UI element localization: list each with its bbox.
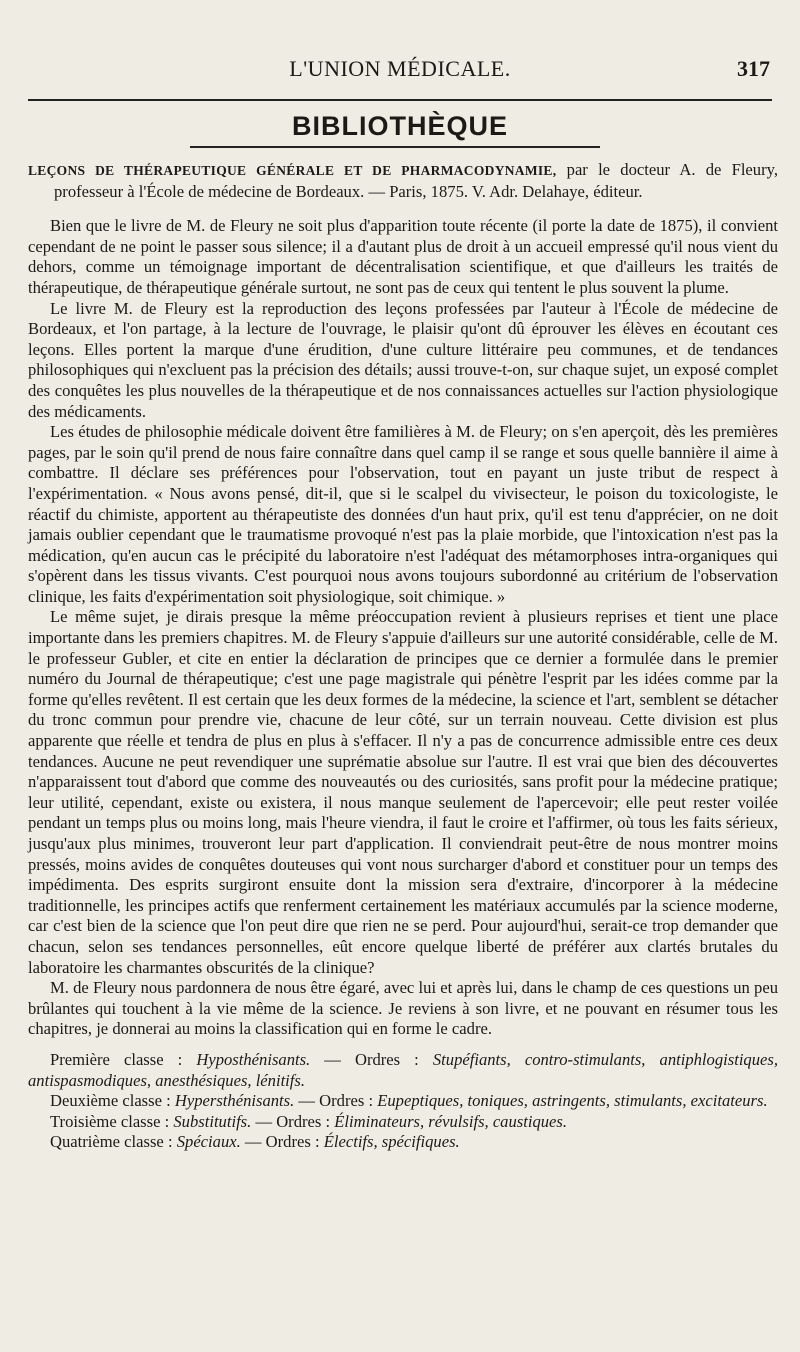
class-item-2 — [28, 1091, 778, 1112]
class-item-3 — [28, 1112, 778, 1133]
class-type: Spéciaux. — [176, 1132, 241, 1152]
orders-label: — Ordres : — [294, 1091, 374, 1111]
paragraph-3: Les études de philosophie médicale doivent être familières à M. de Fleury; on s'en aperçoit, dès les premières pages, par le soin qu'il prend de nous faire connaître dans quel camp il se range et sous quelle bannière il aime à combattre. Il déclare ses préférences pour l'observation, tout en payant un juste tribut de respect à l'expérimentation. « Nous avons pensé, dit-il, que si le scalpel du vivisecteur, le poison du toxicologiste, le réactif du chimiste, apportent au thérapeutiste des données d'un haut prix, qu'il est tenu d'apprécier, on ne doit jamais oublier cependant que le traumatisme provoqué n'est pas la plaie morbide, que l'intoxication n'est pas la médication, qu'en aucun cas le précipité du laboratoire n'est l'adéquat des métamorphoses intra-organiques qui s'opèrent dans les tissus vivants. C'est pourquoi nous avons toujours subordonné au critérium de l'observation clinique, les faits d'expérimentation soit physiologique, soit chimique. » — [28, 422, 778, 606]
book-title: LEÇONS DE THÉRAPEUTIQUE GÉNÉRALE ET DE PHARMACODYNAMIE, — [28, 163, 557, 178]
paragraph-1: Bien que le livre de M. de Fleury ne soit plus d'apparition toute récente (il porte la date de 1875), il convient cependant de ne point le passer sous silence; il a d'autant plus de droit à un accueil empressé qu'il nous vient du dehors, comme un témoignage important de décentralisation scientifique, et que d'ailleurs les traités de thérapeutique, de thérapeutique générale surtout, ne sont pas de ceux qui tentent le plus souvent la plume. — [28, 216, 778, 297]
class-item-1 — [28, 1050, 778, 1091]
class-name: Deuxième classe : — [50, 1091, 171, 1111]
paragraph-5: M. de Fleury nous pardonnera de nous être égaré, avec lui et après lui, dans le champ de ces questions un peu brûlantes qui touchent à la vie même de la science. Je reviens à son livre, et ne pouvant en résumer tous les chapitres, je donnerai au moins la classification qui en forme le cadre. — [28, 978, 778, 1039]
article-body — [28, 160, 778, 1153]
book-details: par le docteur A. de Fleury, professeur à l'École de médecine de Bordeaux. — Paris, 1875. V. Adr. Delahaye, éditeur. — [54, 160, 778, 201]
orders-label: — Ordres : — [240, 1132, 320, 1152]
running-title: L'UNION MÉDICALE. — [289, 56, 511, 81]
section-title: BIBLIOTHÈQUE — [291, 111, 508, 141]
section-title-rule — [190, 146, 600, 148]
paragraph-2: Le livre M. de Fleury est la reproduction des leçons professées par l'auteur à l'École de médecine de Bordeaux, et l'on partage, à la lecture de l'ouvrage, le plaisir qu'ont dû éprouver les élèves en écoutant ces leçons. Elles portent la marque d'une érudition, d'une culture littéraire peu communes, et de tendances philosophiques qui n'excluent pas la précision des détails; aussi trouve-t-on, sur chaque sujet, un exposé complet des conquêtes les plus nouvelles de la thérapeutique et de nos connaissances actuelles sur l'action physiologique des médicaments. — [28, 298, 778, 421]
class-name: Quatrième classe : — [50, 1132, 173, 1152]
classification-list — [28, 1050, 778, 1153]
class-type: Substitutifs. — [173, 1111, 252, 1131]
class-orders: Éliminateurs, révulsifs, caustiques. — [334, 1111, 568, 1131]
header-rule — [28, 99, 772, 101]
orders-label: — Ordres : — [251, 1111, 331, 1131]
class-orders: Électifs, spécifiques. — [323, 1132, 460, 1152]
class-item-4 — [28, 1132, 778, 1153]
class-name: Première classe : — [50, 1049, 183, 1069]
book-reference — [28, 160, 778, 202]
page-header — [30, 56, 770, 88]
paragraph-4: Le même sujet, je dirais presque la même préoccupation revient à plusieurs reprises et tient une place importante dans les premiers chapitres. M. de Fleury s'appuie d'ailleurs sur une autorité considérable, celle de M. le professeur Gubler, et cite en entier la déclaration de principes que ce dernier a formulée dans le premier numéro du Journal de thérapeutique; c'est une page magistrale qui pénètre l'esprit par les idées comme par la forme qu'elles revêtent. Il est certain que les deux formes de la médecine, la science et l'art, semblent se détacher du tronc commun pour prendre vie, chacune de leur côté, sur un terrain nouveau. Cette division est plus apparente que réelle et tendra de plus en plus à s'effacer. Il n'y a pas de concurrence admissible entre ces deux tendances. Aucune ne peut revendiquer une suprématie absolue sur l'autre. Il est vrai que bien des découvertes n'apparaissent tout d'abord que comme des nouveautés ou des curiosités, sans profit pour la médecine pratique; leur utilité, cependant, existe ou existera, il nous manque seulement de l'apercevoir; elle peut rester voilée pendant un temps plus ou moins long, mais l'heure viendra, il faut le croire et l'affirmer, où tous les faits sérieux, jusqu'aux plus minimes, trouveront leur part d'application. Il conviendrait peut-être de nous montrer moins pressés, moins avides de conquêtes douteuses qui vont nous surcharger d'abord et constituer pour un temps des impédimenta. Des esprits surgiront ensuite dont la mission sera d'extraire, d'incorporer à la médecine traditionnelle, les principes actifs que renferment certainement les matériaux accumulés par la science moderne, car c'est bien de la science que l'on peut dire que rien ne se perd. Pour aujourd'hui, serait-ce trop demander que chacun, selon ses tendances personnelles, eût encore quelque liberté de préférer aux clartés brutales du laboratoire les charmantes obscurités de la clinique? — [28, 607, 778, 977]
class-orders: Eupeptiques, toniques, astringents, stimulants, excitateurs. — [377, 1091, 768, 1111]
orders-label: — Ordres : — [310, 1049, 419, 1069]
page-number: 317 — [737, 56, 770, 81]
class-type: Hypersthénisants. — [174, 1091, 295, 1111]
class-type: Hyposthénisants. — [196, 1049, 311, 1069]
class-orders: Stupéfiants, contro-stimulants, antiphlogistiques, antispasmodiques, anesthésiques, lénitifs. — [28, 1049, 778, 1090]
class-name: Troisième classe : — [50, 1111, 170, 1131]
